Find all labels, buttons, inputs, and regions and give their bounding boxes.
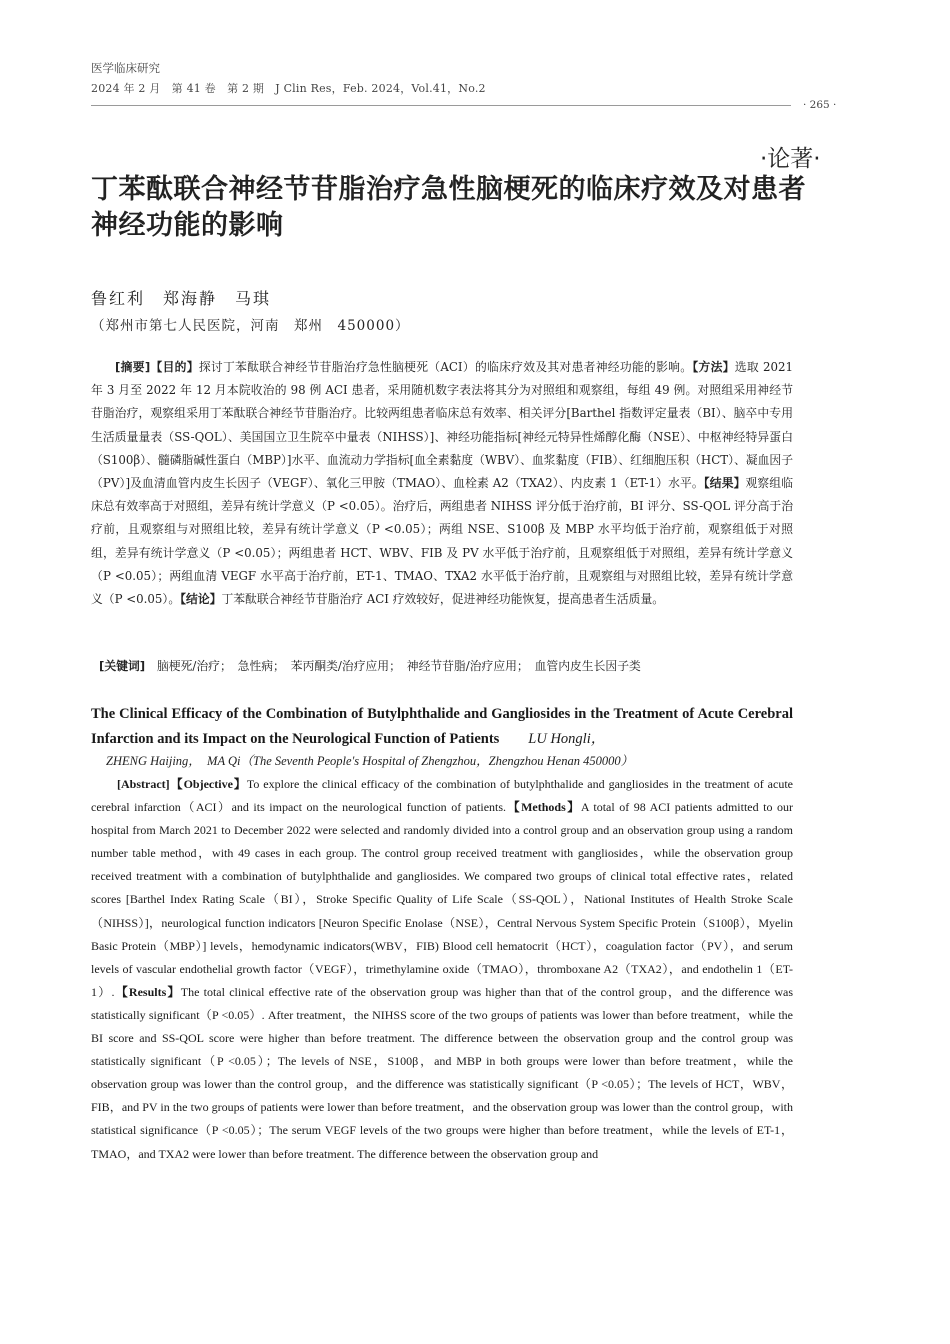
issue-info: 2024 年 2 月 第 41 卷 第 2 期 J Clin Res，Feb. 2024，Vol.41，No.2: [91, 82, 486, 95]
page-number: · 265 ·: [803, 99, 837, 111]
header-rule: [91, 105, 791, 106]
keywords-cn-text: 脑梗死/治疗； 急性病； 苯丙酮类/治疗应用； 神经节苷脂/治疗应用； 血管内皮生长因子类: [157, 659, 641, 673]
results-cn-label: 【结果】: [703, 476, 746, 491]
keywords-cn: [91, 655, 793, 678]
authors-en: ZHENG Haijing， MA Qi（The Seventh People's Hospital of Zhengzhou，Zhengzhou Henan 450000）: [106, 754, 634, 768]
article-title-cn: 丁苯酞联合神经节苷脂治疗急性脑梗死的临床疗效及对患者神经功能的影响: [91, 174, 806, 241]
authors-cn: 鲁红利 郑海静 马琪: [91, 289, 272, 308]
methods-cn: 选取 2021 年 3 月至 2022 年 12 月本院收治的 98 例 ACI 患者，采用随机数字表法将其分为对照组和观察组，每组 49 例。对照组采用神经节苷脂治疗，观察组采用丁苯酞联合神经节苷脂治疗。比较两组患者临床总有效率、相关评分[Barthel 指数评定量表（BI）、脑卒中专用生活质量量表（SS-QOL）、美国国立卫生院卒中量表（NIHSS）]、神经功能指标[神经元特异性烯醇化酶（NSE）、中枢神经特异蛋白（S100β）、髓磷脂碱性蛋白（MBP）]水平、血流动力学指标[血全素黏度（WBV）、血浆黏度（FIB）、红细胞压积（HCT）、凝血因子（PV）]及血清血管内皮生长因子（VEGF）、氧化三甲胺（TMAO）、血栓素 A2（TXA2）、内皮素 1（ET-1）水平。: [91, 360, 793, 491]
methods-cn-label: 【方法】: [692, 360, 735, 374]
objective-en: To explore the clinical efficacy of the combination of butylphthalide and gangliosides in the treatment of acute cerebral infarction（ACI）and its impact on the neurological function of patients.: [91, 777, 793, 815]
affiliation-cn: （郑州市第七人民医院，河南 郑州 450000）: [91, 318, 410, 334]
conclusion-cn-label: 【结论】: [180, 592, 222, 607]
methods-en-label: 【Methods】: [506, 800, 581, 815]
results-cn: 观察组临床总有效率高于对照组，差异有统计学意义（P <0.05）。治疗后，两组患者 NIHSS 评分低于治疗前，BI 评分、SS-QOL 评分高于治疗前，且观察组与对照组比较，差异有统计学意义（P <0.05）；两组 NSE、S100β 及 MBP 水平均低于治疗前，观察组低于对照组，差异有统计学意义（P <0.05）；两组患者 HCT、WBV、FIB 及 PV 水平低于治疗前，且观察组低于对照组，差异有统计学意义（P <0.05）；两组血清 VEGF 水平高于治疗前，ET-1、TMAO、TXA2 水平低于治疗前，且观察组与对照组比较，差异有统计学意义（P <0.05）。: [91, 476, 793, 607]
methods-en: A total of 98 ACI patients admitted to our hospital from March 2021 to December 2022 were selected and randomly divided into a control group and an observation group using a random number table method，with 49 cases in each group. The control group received treatment with gangliosides，while the observation group received treatment with a combination of butylphthalide and gangliosides. We compared two groups of clinical total effective rates，related scores [Barthel Index Rating Scale（BI），Stroke Specific Quality of Life Scale（SS-QOL），National Institutes of Health Stroke Scale（NIHSS）]，neurological function indicators [Neuron Specific Enolase（NSE），Central Nervous System Specific Protein（S100β），Myelin Basic Protein（MBP）] levels，hemodynamic indicators(WBV，FIB) Blood cell hematocrit（HCT），coagulation factor（PV），and serum levels of vascular endothelial growth factor（VEGF），trimethylamine oxide（TMAO），thromboxane A2（TXA2），and endothelin 1（ET-1）.: [91, 800, 794, 999]
abstract-en-label: [Abstract]: [117, 777, 170, 791]
abstract-en: [91, 773, 793, 1166]
title-en-text: The Clinical Efficacy of the Combination of Butylphthalide and Gangliosides in the Treatment of Acute Cerebral Infarction and its Impact on the Neurological Function of Patients: [91, 706, 793, 747]
results-en: The total clinical effective rate of the observation group was higher than that of the control group，and the difference was statistically significant（P <0.05）. After treatment，the NIHSS score of the two groups of patients was lower than before treatment，while the BI score and SS-QOL score were higher than before treatment. The difference between the observation group and the control group was statistically significant（P <0.05）；The levels of NSE，S100β，and MBP in both groups were lower than before treatment，while the observation group was lower than the control group，and the difference was statistically significant（P <0.05）；The levels of HCT，WBV，FIB，and PV in the two groups of patients were lower than before treatment，and the observation group was lower than the control group，with statistical significance（P <0.05）；The serum VEGF levels of the two groups were higher than before treatment，while the levels of ET-1，TMAO，and TXA2 were lower than before treatment. The difference between the observation group and: [91, 984, 793, 1161]
article-title-en: [91, 702, 793, 751]
authors-en-inline: LU Hongli，: [528, 730, 606, 747]
results-en-label: 【Results】: [114, 984, 181, 999]
journal-name: 医学临床研究: [91, 61, 160, 75]
keywords-cn-label: [关键词]: [99, 659, 146, 673]
conclusion-cn: 丁苯酞联合神经节苷脂治疗 ACI 疗效较好，促进神经功能恢复，提高患者生活质量。: [221, 592, 665, 607]
abstract-cn-label: [摘要]: [115, 360, 151, 374]
objective-cn: 探讨丁苯酞联合神经节苷脂治疗急性脑梗死（ACI）的临床疗效及其对患者神经功能的影响。: [198, 360, 693, 374]
abstract-cn: [91, 356, 793, 611]
objective-en-label: 【Objective】: [169, 777, 247, 791]
objective-cn-label: 【目的】: [150, 360, 199, 374]
section-tag: ·论著·: [760, 146, 821, 172]
